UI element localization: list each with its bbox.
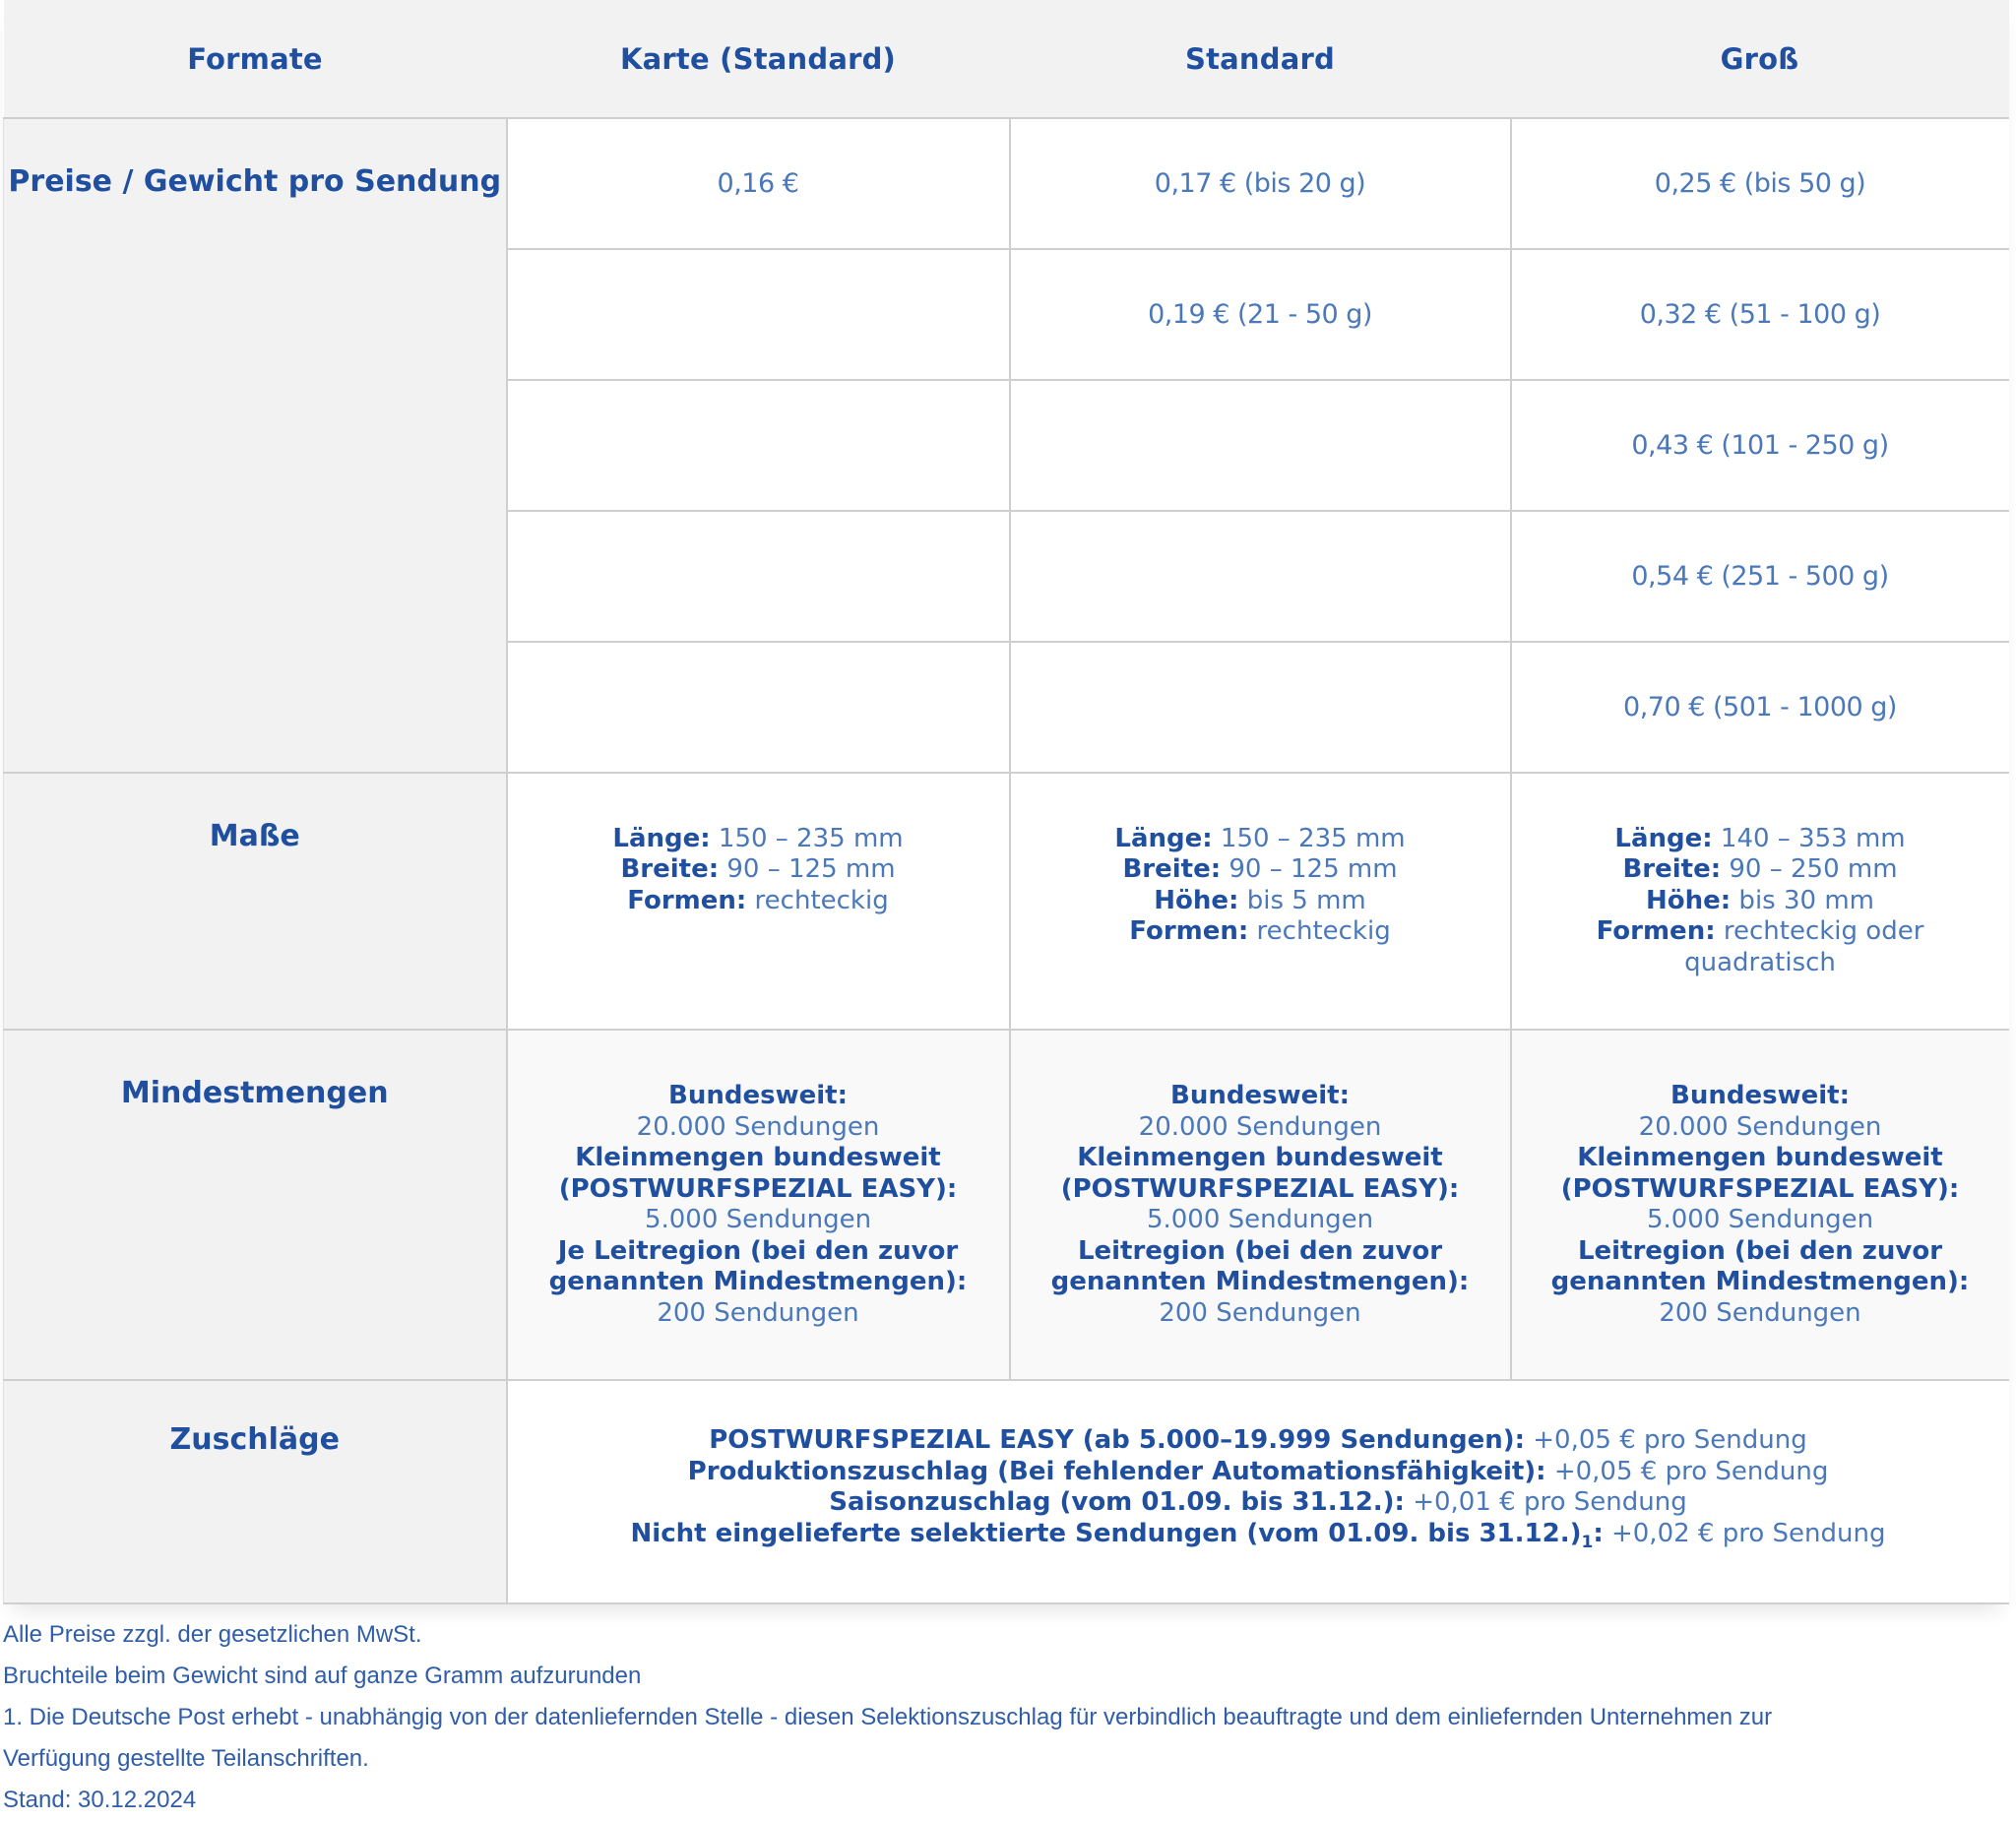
dim-line bbox=[1011, 886, 1510, 917]
dim-line bbox=[1011, 916, 1510, 948]
price-cell bbox=[507, 511, 1010, 642]
dim-key: Formen: bbox=[1596, 916, 1716, 947]
surcharge-key-suffix: : bbox=[1593, 1518, 1604, 1548]
dim-line bbox=[1011, 854, 1510, 886]
dim-line bbox=[508, 886, 1009, 917]
min-nationwide-label: Bundesweit: bbox=[668, 1081, 848, 1110]
surcharge-value: +0,05 € pro Sendung bbox=[1525, 1425, 1807, 1455]
surcharge-item bbox=[508, 1487, 2009, 1519]
dim-value: 150 – 235 mm bbox=[1212, 823, 1406, 853]
surcharges-cell bbox=[507, 1380, 2009, 1603]
min-small-label: Kleinmengen bundesweit bbox=[1077, 1143, 1443, 1172]
surcharges-row bbox=[4, 1380, 2009, 1603]
price-cell: 0,32 € (51 - 100 g) bbox=[1511, 249, 2009, 380]
min-nationwide-value: 20.000 Sendungen bbox=[1138, 1111, 1382, 1142]
min-region-label: genannten Mindestmengen): bbox=[1050, 1267, 1470, 1296]
footnote-rounding: Bruchteile beim Gewicht sind auf ganze Gramm aufzurunden bbox=[3, 1663, 642, 1689]
footnote-vat: Alle Preise zzgl. der gesetzlichen MwSt. bbox=[3, 1621, 422, 1648]
min-nationwide-label: Bundesweit: bbox=[1670, 1081, 1850, 1110]
dim-key: Formen: bbox=[627, 885, 747, 915]
footnote-date: Stand: 30.12.2024 bbox=[3, 1787, 197, 1813]
dimensions-row bbox=[4, 773, 2009, 1030]
dim-value: 140 – 353 mm bbox=[1712, 823, 1906, 853]
dim-line bbox=[1011, 824, 1510, 855]
price-cell: 0,25 € (bis 50 g) bbox=[1511, 118, 2009, 249]
price-cell: 0,17 € (bis 20 g) bbox=[1010, 118, 1511, 249]
dim-key: Breite: bbox=[620, 854, 720, 885]
min-nationwide-value: 20.000 Sendungen bbox=[636, 1111, 880, 1142]
dim-line bbox=[508, 854, 1009, 886]
dim-value: 90 – 125 mm bbox=[1221, 854, 1398, 885]
row-label-prices bbox=[4, 118, 507, 773]
row-label-minimums: Mindestmengen bbox=[4, 1030, 507, 1380]
minimums-cell-karte bbox=[507, 1030, 1010, 1380]
surcharge-key: Nicht eingelieferte selektierte Sendungen (vom 01.09. bis 31.12.) bbox=[630, 1518, 1582, 1548]
row-label-dimensions: Maße bbox=[4, 773, 507, 1030]
price-cell bbox=[507, 642, 1010, 773]
dim-value: bis 30 mm bbox=[1731, 885, 1874, 915]
price-cell: 0,70 € (501 - 1000 g) bbox=[1511, 642, 2009, 773]
minimums-cell-standard bbox=[1010, 1030, 1511, 1380]
min-nationwide-value: 20.000 Sendungen bbox=[1638, 1111, 1882, 1142]
surcharge-key: Saisonzuschlag (vom 01.09. bis 31.12.): bbox=[829, 1487, 1405, 1517]
min-small-label: Kleinmengen bundesweit bbox=[1577, 1143, 1943, 1172]
min-region-label: genannten Mindestmengen): bbox=[1550, 1267, 1970, 1296]
footnote-1: 1. Die Deutsche Post erhebt - unabhängig von der datenliefernden Stelle - diesen Selektionszuschlag für verbindlich beauftragte und dem einliefernden Unternehmen zur bbox=[3, 1704, 1773, 1730]
price-row bbox=[4, 118, 2009, 249]
footnote-marker: 1 bbox=[1581, 1532, 1594, 1552]
min-small-label: (POSTWURFSPEZIAL EASY): bbox=[1560, 1173, 1960, 1204]
price-cell bbox=[507, 249, 1010, 380]
dim-line bbox=[1512, 824, 2009, 855]
header-standard: Standard bbox=[1010, 0, 1511, 118]
row-label-prices-line2: pro Sendung bbox=[287, 164, 502, 199]
dim-value: bis 5 mm bbox=[1238, 885, 1366, 915]
price-cell: 0,54 € (251 - 500 g) bbox=[1511, 511, 2009, 642]
min-region-value: 200 Sendungen bbox=[657, 1297, 859, 1328]
surcharge-item bbox=[508, 1457, 2009, 1488]
dim-value: 90 – 125 mm bbox=[719, 854, 896, 885]
dim-value: 150 – 235 mm bbox=[710, 823, 904, 853]
dim-key: Breite: bbox=[1622, 854, 1722, 885]
dim-key: Länge: bbox=[1114, 823, 1213, 853]
dim-key: Länge: bbox=[612, 823, 711, 853]
price-cell: 0,43 € (101 - 250 g) bbox=[1511, 380, 2009, 511]
header-gross: Groß bbox=[1511, 0, 2009, 118]
surcharge-item bbox=[508, 1425, 2009, 1457]
dim-line bbox=[1512, 948, 2009, 979]
surcharge-key: POSTWURFSPEZIAL EASY (ab 5.000–19.999 Sendungen): bbox=[709, 1425, 1525, 1455]
min-small-value: 5.000 Sendungen bbox=[644, 1205, 872, 1234]
footnote-1-cont: Verfügung gestellte Teilanschriften. bbox=[3, 1745, 369, 1772]
min-region-label: genannten Mindestmengen): bbox=[548, 1267, 968, 1296]
dim-value: rechteckig oder bbox=[1715, 916, 1924, 947]
dim-line bbox=[1512, 916, 2009, 948]
dim-line bbox=[1512, 886, 2009, 917]
min-small-label: (POSTWURFSPEZIAL EASY): bbox=[558, 1173, 958, 1204]
dim-key: Höhe: bbox=[1646, 885, 1732, 915]
dim-key: Länge: bbox=[1614, 823, 1713, 853]
min-region-label: Leitregion (bei den zuvor bbox=[1577, 1235, 1943, 1266]
row-label-surcharges: Zuschläge bbox=[4, 1380, 507, 1603]
dim-line bbox=[1512, 854, 2009, 886]
dimensions-cell-standard bbox=[1010, 773, 1511, 1030]
surcharge-item bbox=[508, 1519, 2009, 1559]
dim-key: Formen: bbox=[1129, 916, 1249, 947]
min-small-value: 5.000 Sendungen bbox=[1646, 1205, 1874, 1234]
price-cell bbox=[507, 380, 1010, 511]
footnotes bbox=[3, 1614, 2011, 1821]
dim-key: Höhe: bbox=[1154, 885, 1239, 915]
dim-value: rechteckig bbox=[746, 885, 889, 915]
dim-line bbox=[508, 824, 1009, 855]
min-small-value: 5.000 Sendungen bbox=[1146, 1205, 1374, 1234]
min-small-label: (POSTWURFSPEZIAL EASY): bbox=[1060, 1173, 1460, 1204]
dimensions-cell-gross bbox=[1511, 773, 2009, 1030]
pricing-table bbox=[3, 0, 2009, 1604]
min-region-value: 200 Sendungen bbox=[1659, 1297, 1861, 1328]
dim-value: 90 – 250 mm bbox=[1721, 854, 1898, 885]
dimensions-cell-karte bbox=[507, 773, 1010, 1030]
surcharge-value: +0,05 € pro Sendung bbox=[1545, 1456, 1829, 1486]
price-cell bbox=[1010, 380, 1511, 511]
min-region-label: Je Leitregion (bei den zuvor bbox=[557, 1235, 959, 1266]
price-cell: 0,19 € (21 - 50 g) bbox=[1010, 249, 1511, 380]
dim-value: rechteckig bbox=[1248, 916, 1391, 947]
price-cell: 0,16 € bbox=[507, 118, 1010, 249]
min-nationwide-label: Bundesweit: bbox=[1170, 1081, 1350, 1110]
price-cell bbox=[1010, 642, 1511, 773]
min-region-label: Leitregion (bei den zuvor bbox=[1077, 1235, 1443, 1266]
dim-key: Breite: bbox=[1122, 854, 1222, 885]
min-small-label: Kleinmengen bundesweit bbox=[575, 1143, 941, 1172]
header-formate: Formate bbox=[4, 0, 507, 118]
row-label-prices-line1: Preise / Gewicht bbox=[8, 164, 279, 199]
dim-value: quadratisch bbox=[1684, 947, 1836, 977]
surcharge-value: +0,02 € pro Sendung bbox=[1603, 1518, 1886, 1548]
minimums-row bbox=[4, 1030, 2009, 1380]
minimums-cell-gross bbox=[1511, 1030, 2009, 1380]
price-cell bbox=[1010, 511, 1511, 642]
surcharge-key: Produktionszuschlag (Bei fehlender Automationsfähigkeit): bbox=[687, 1456, 1546, 1486]
table-header-row bbox=[4, 0, 2009, 118]
surcharge-value: +0,01 € pro Sendung bbox=[1404, 1487, 1687, 1517]
min-region-value: 200 Sendungen bbox=[1159, 1297, 1361, 1328]
header-karte-standard: Karte (Standard) bbox=[507, 0, 1010, 118]
